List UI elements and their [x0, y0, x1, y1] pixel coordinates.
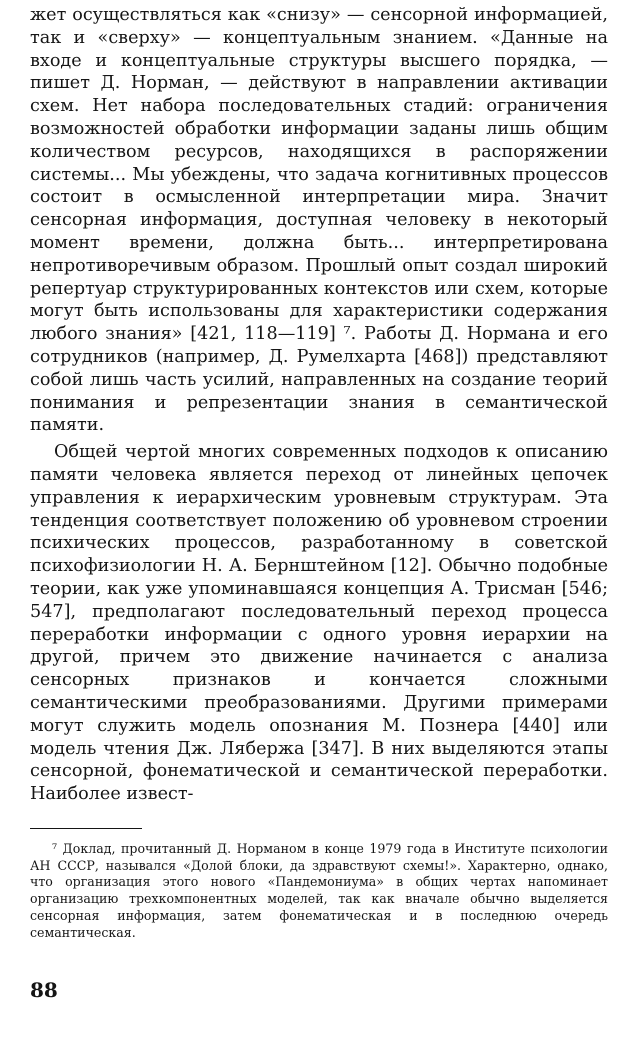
paragraph-memory-approaches: Общей чертой многих современных подходов к описанию памяти человека является переход от линейных цепочек управления к иерархическим уровневым структурам. Эта тенденция соответствует положению об уровневом строении психических процессов, разработанному в советской психофизиологии Н. А. Бернштейном [12]. Обычно подобные теории, как уже упоминавшаяся концепция А. Трисман [546; 547], предполагают последовательный переход процесса переработки информации с одного уровня иерархии на другой, причем это движение начинается с анализа сенсорных признаков и кончается сложными семантическими преобразованиями. Другими примерами могут служить модель опознания М. Познера [440] или модель чтения Дж. Лябержа [347]. В них выделяются этапы сенсорной, фонематической и семантической переработки. Наиболее извест-: [30, 442, 608, 805]
footnote-divider: [30, 828, 142, 829]
page-body: [30, 4, 608, 942]
paragraph-continued: жет осуществляться как «снизу» — сенсорной информацией, так и «сверху» — концептуальным знанием. «Данные на входе и концептуальные структуры высшего порядка, — пишет Д. Норман, — действуют в направлении активации схем. Нет набора последовательных стадий: ограничения возможностей обработки информации заданы лишь общим количеством ресурсов, находящихся в распоряжении системы... Мы убеждены, что задача когнитивных процессов состоит в осмысленной интерпретации мира. Значит сенсорная информация, доступная человеку в некоторый момент времени, должна быть... интерпретирована непротиворечивым образом. Прошлый опыт создал широкий репертуар структурированных контекстов или схем, которые могут быть использованы для характеристики содержания любого знания» [421, 118—119] ⁷. Работы Д. Нормана и его сотрудников (например, Д. Румелхарта [468]) представляют собой лишь часть усилий, направленных на создание теорий понимания и репрезентации знания в семантической памяти.: [30, 5, 608, 436]
footnote-7: ⁷ Доклад, прочитанный Д. Норманом в конце 1979 года в Институте психологии АН СССР, назывался «Долой блоки, да здравствуют схемы!». Характерно, однако, что организация этого нового «Пандемониума» в общих чертах напоминает организацию трехкомпонентных моделей, так как вначале обычно выделяется сенсорная информация, затем фонематическая и в последнюю очередь семантическая.: [30, 840, 608, 940]
page-number: 88: [30, 978, 58, 1002]
